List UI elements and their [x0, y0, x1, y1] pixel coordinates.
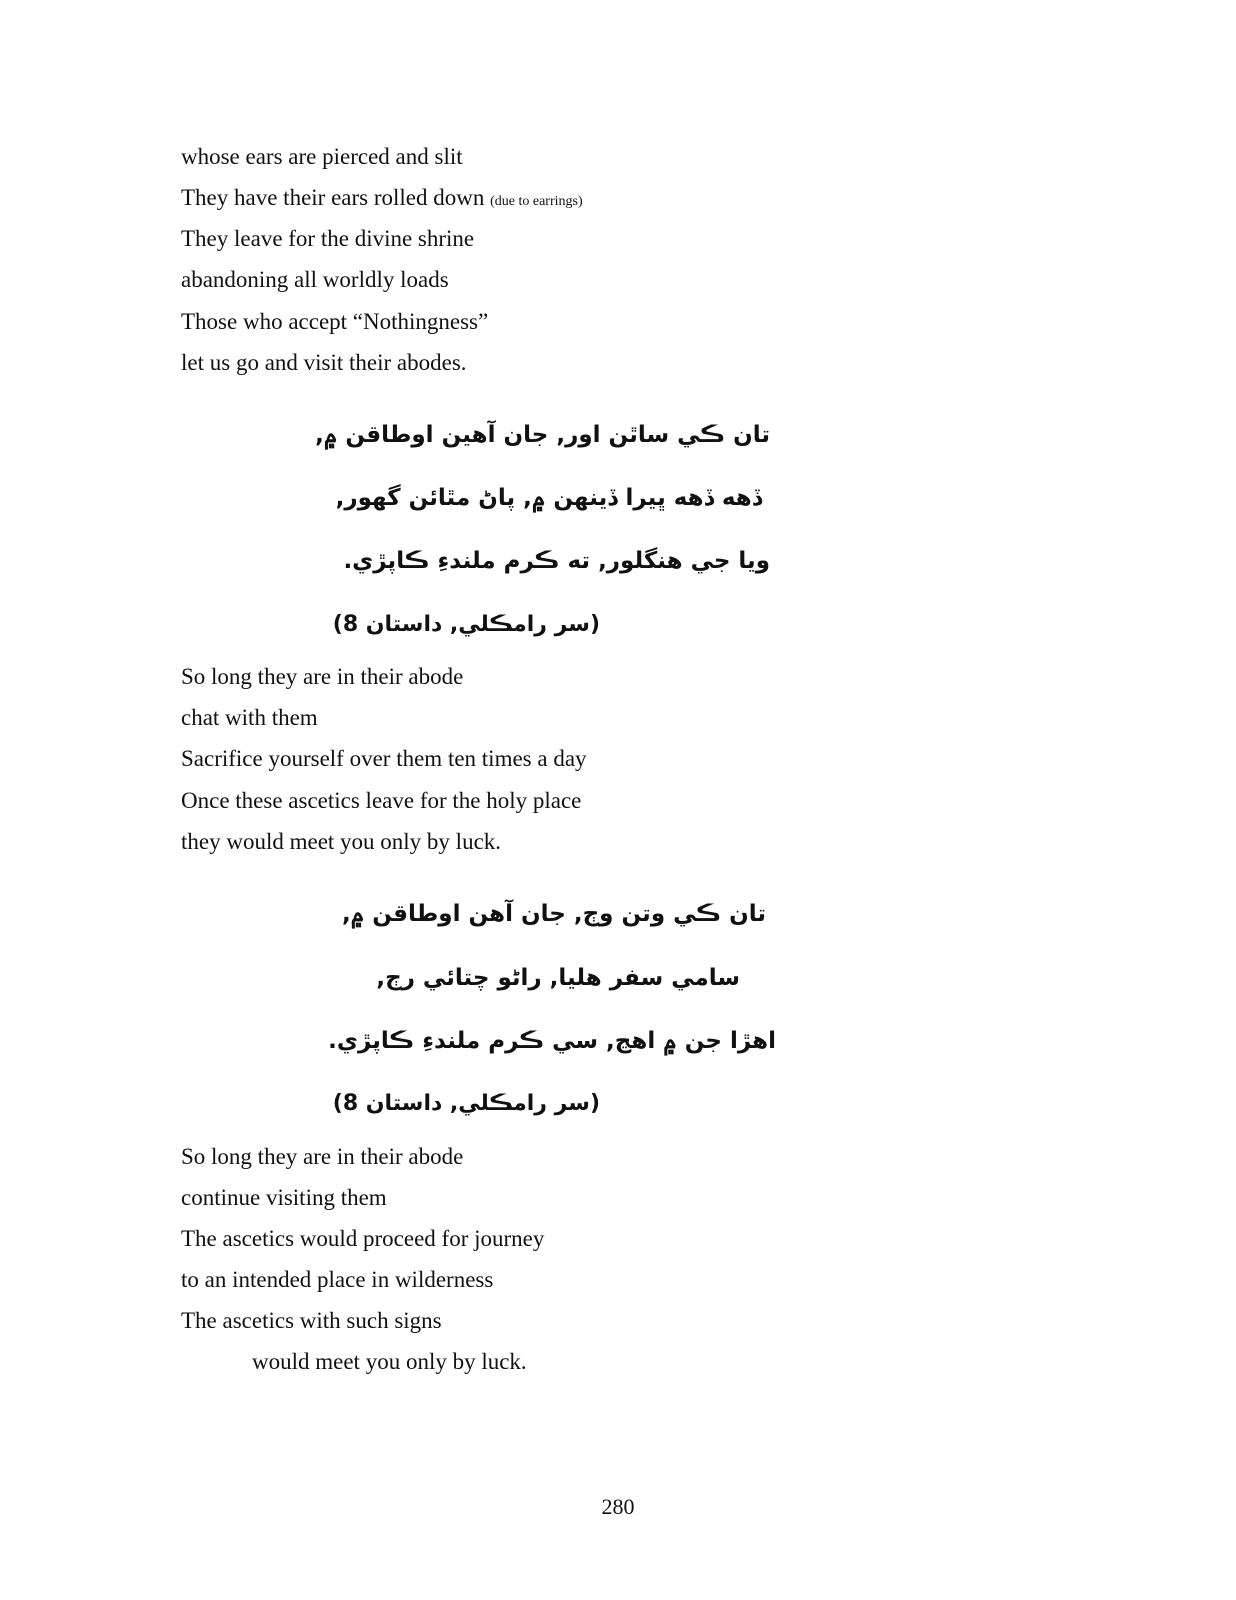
verse-line: let us go and visit their abodes.: [181, 350, 467, 375]
verse-line: would meet you only by luck.: [252, 1349, 527, 1374]
verse-line: abandoning all worldly loads: [181, 267, 449, 292]
verse-line: they would meet you only by luck.: [181, 829, 502, 854]
verse-text: They have their ears rolled down: [181, 185, 485, 210]
verse-line: to an intended place in wilderness: [181, 1267, 494, 1292]
verse-line: continue visiting them: [181, 1185, 387, 1210]
verse-line: They leave for the divine shrine: [181, 226, 475, 251]
verse-line: chat with them: [181, 705, 318, 730]
sindhi-verse-line: سامي سفر هليا, راڻو چتائي رڄ,: [376, 965, 740, 991]
sindhi-verse-line: اهڙا جن ۾ اهڃ, سي ڪرم ملندءِ ڪاپڙي.: [328, 1028, 776, 1054]
sindhi-verse-line: ڏهه ڏهه ڀيرا ڏينهن ۾, پاڻ مٿائن گهور,: [335, 485, 762, 511]
verse-line: Once these ascetics leave for the holy place: [181, 788, 582, 813]
sindhi-verse-line: ويا جي هنگلور, ته ڪرم ملندءِ ڪاپڙي.: [343, 548, 770, 574]
verse-line: The ascetics with such signs: [181, 1308, 442, 1333]
page-number: 280: [601, 1494, 635, 1519]
verse-line: Sacrifice yourself over them ten times a day: [181, 746, 587, 771]
sindhi-verse-line: تان ڪي وتن وڄ, جان آهن اوطاقن ۾,: [342, 901, 766, 927]
verse-line: Those who accept “Nothingness”: [181, 309, 489, 334]
verse-line: So long they are in their abode: [181, 1144, 464, 1169]
verse-citation: (سر رامڪلي, داستان 8): [332, 1091, 600, 1116]
sindhi-verse-line: تان ڪي ساٿن اور, جان آهين اوطاقن ۾,: [315, 422, 770, 448]
verse-line: So long they are in their abode: [181, 664, 464, 689]
verse-note: (due to earrings): [490, 194, 583, 209]
verse-line: [181, 184, 583, 216]
verse-line: whose ears are pierced and slit: [181, 144, 463, 169]
verse-line: The ascetics would proceed for journey: [181, 1226, 545, 1251]
verse-citation: (سر رامڪلي, داستان 8): [332, 612, 600, 637]
